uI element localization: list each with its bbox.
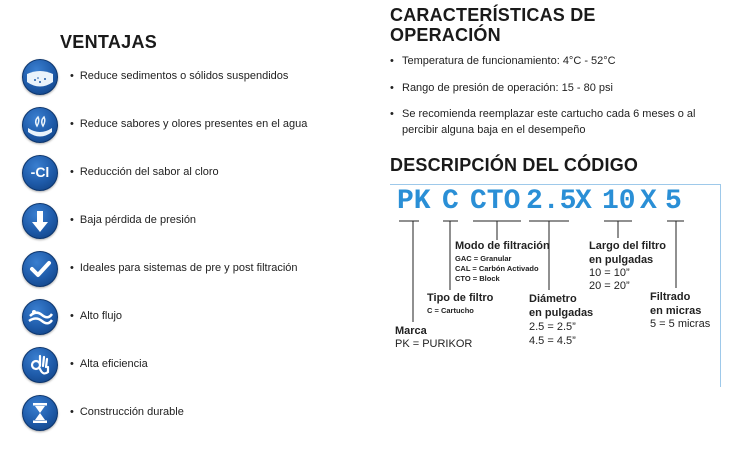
largo-title-line2: en pulgadas: [589, 254, 654, 266]
modo-option: CAL = Carbón Activado: [455, 264, 539, 273]
caracteristica-item: • Se recomienda reemplazar este cartucho cada 6 meses o al percibir alguna baja en el desempeño: [390, 106, 710, 138]
tipo-option: C = Cartucho: [427, 306, 474, 315]
caracteristicas-title-line1: CARACTERÍSTICAS DE: [390, 5, 596, 25]
benefit-text: • Reduce sedimentos o sólidos suspendidos: [70, 70, 288, 82]
benefit-text: • Reduce sabores y olores presentes en el agua: [70, 118, 307, 130]
code-part-diametro: 2.5: [526, 186, 577, 217]
benefit-item: [22, 251, 352, 287]
diametro-option: 2.5 = 2.5”: [529, 321, 576, 333]
benefit-text: • Baja pérdida de presión: [70, 214, 196, 226]
modo-option: GAC = Granular: [455, 254, 512, 263]
code-part-x1: X: [575, 186, 592, 217]
filtrado-option: 5 = 5 micras: [650, 318, 711, 330]
flavor-odor-icon: [22, 107, 58, 143]
benefit-item: [22, 347, 352, 383]
benefit-text: • Ideales para sistemas de pre y post filtración: [70, 262, 298, 274]
benefit-item: [22, 203, 352, 239]
tipo-title: Tipo de filtro: [427, 292, 494, 304]
marca-title: Marca: [395, 325, 427, 337]
benefit-item: [22, 395, 352, 431]
largo-option: 20 = 20”: [589, 280, 630, 292]
caracteristica-text: Temperatura de funcionamiento: 4°C - 52°C: [402, 55, 616, 67]
filtrado-title-line2: en micras: [650, 305, 702, 317]
code-part-modo: CTO: [470, 186, 521, 217]
modo-option: CTO = Block: [455, 274, 500, 283]
code-part-filtrado: 5: [665, 186, 682, 217]
largo-option: 10 = 10”: [589, 267, 630, 279]
hourglass-icon: [22, 395, 58, 431]
code-part-tipo: C: [442, 186, 459, 217]
chlorine-icon: [22, 155, 58, 191]
caracteristica-text: Rango de presión de operación: 15 - 80 psi: [402, 82, 613, 94]
caracteristicas-title-line2: OPERACIÓN: [390, 25, 501, 45]
benefit-item: [22, 299, 352, 335]
caracteristica-item: • Rango de presión de operación: 15 - 80 psi: [390, 80, 730, 96]
caracteristicas-title: [390, 5, 596, 45]
code-part-largo: 10: [602, 186, 636, 217]
diametro-title-line2: en pulgadas: [529, 307, 594, 319]
benefit-text: • Alta eficiencia: [70, 358, 148, 370]
benefit-item: [22, 107, 352, 143]
marca-option: PK = PURIKOR: [395, 338, 473, 350]
modo-title: Modo de filtración: [455, 240, 550, 252]
arrow-down-icon: [22, 203, 58, 239]
largo-title-line1: Largo del filtro: [589, 240, 666, 252]
code-part-marca: PK: [397, 186, 431, 217]
benefit-text: • Construcción durable: [70, 406, 184, 418]
code-part-x2: X: [640, 186, 657, 217]
benefit-text: • Reducción del sabor al cloro: [70, 166, 219, 178]
caracteristica-item: • Temperatura de funcionamiento: 4°C - 52°C: [390, 53, 730, 69]
chlorine-icon-label: -Cl: [30, 164, 50, 180]
benefit-item: [22, 59, 352, 95]
diametro-title-line1: Diámetro: [529, 293, 577, 305]
caracteristica-text: Se recomienda reemplazar este cartucho cada 6 meses o al percibir alguna baja en el desempeño: [402, 108, 696, 136]
benefit-item: [22, 155, 352, 191]
benefit-text: • Alto flujo: [70, 310, 122, 322]
high-flow-icon: [22, 299, 58, 335]
water-sediment-icon: [22, 59, 58, 95]
diametro-option: 4.5 = 4.5”: [529, 335, 576, 347]
ok-hand-icon: [22, 347, 58, 383]
ventajas-title: VENTAJAS: [60, 32, 158, 52]
checkmark-icon: [22, 251, 58, 287]
filtrado-title-line1: Filtrado: [650, 291, 691, 303]
descripcion-title: DESCRIPCIÓN DEL CÓDIGO: [390, 155, 639, 175]
